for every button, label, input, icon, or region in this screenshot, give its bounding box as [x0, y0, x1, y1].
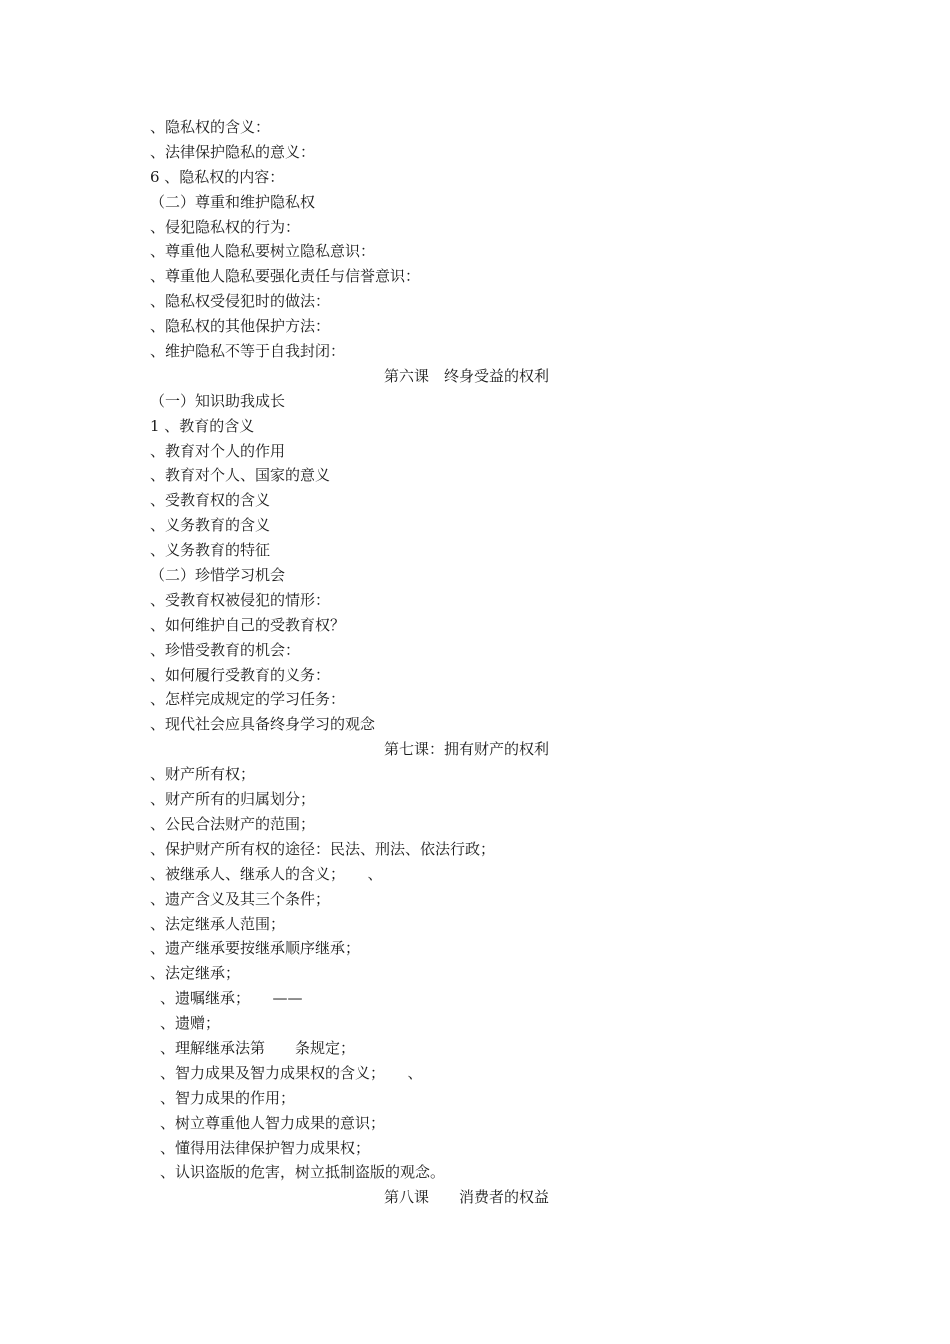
- list-item: 、树立尊重他人智力成果的意识；: [160, 1113, 386, 1132]
- list-item: 、财产所有权；: [150, 765, 256, 784]
- list-item: 1 、教育的含义: [150, 416, 255, 435]
- list-item: 、遗产继承要按继承顺序继承；: [150, 939, 361, 958]
- lesson-heading: 第八课 消费者的权益: [384, 1188, 550, 1207]
- list-item: 、珍惜受教育的机会：: [150, 640, 301, 659]
- list-item: 、法定继承；: [150, 964, 241, 983]
- list-item: 、智力成果的作用；: [160, 1088, 296, 1107]
- list-item: 、隐私权的含义：: [150, 118, 271, 136]
- list-item: 、遗赠；: [160, 1014, 221, 1033]
- list-item: 、怎样完成规定的学习任务：: [150, 690, 346, 709]
- lesson-heading: 第六课 终身受益的权利: [384, 366, 550, 385]
- section-subheading: （一）知识助我成长: [150, 391, 286, 410]
- list-item: 、被继承人、继承人的含义； 、: [150, 864, 383, 883]
- list-item: 、认识盗版的危害，树立抵制盗版的观念。: [160, 1163, 446, 1182]
- list-item: 、隐私权的其他保护方法：: [150, 317, 331, 336]
- list-item: 、保护财产所有权的途径：民法、刑法、依法行政；: [150, 839, 496, 858]
- list-item: 、法定继承人范围；: [150, 914, 286, 933]
- section-subheading: （二）珍惜学习机会: [150, 566, 286, 585]
- list-item: 、义务教育的含义: [150, 516, 271, 535]
- list-item: 、法律保护隐私的意义：: [150, 142, 316, 161]
- list-item: 、遗嘱继承； ——: [160, 989, 303, 1008]
- list-item: 、侵犯隐私权的行为：: [150, 217, 301, 236]
- list-item: 、如何履行受教育的义务：: [150, 665, 331, 684]
- list-item: 、受教育权的含义: [150, 491, 271, 510]
- list-item: 、义务教育的特征: [150, 541, 271, 560]
- section-subheading: （二）尊重和维护隐私权: [150, 192, 316, 211]
- list-item: 、如何维护自己的受教育权？: [150, 615, 346, 634]
- list-item: 、受教育权被侵犯的情形：: [150, 590, 331, 609]
- list-item: 、懂得用法律保护智力成果权；: [160, 1138, 371, 1157]
- list-item: 、教育对个人的作用: [150, 441, 286, 460]
- list-item: 、遗产含义及其三个条件；: [150, 889, 331, 908]
- document-body: [0, 115, 950, 1210]
- list-item: 、理解继承法第 条规定；: [160, 1038, 356, 1057]
- list-item: 、维护隐私不等于自我封闭：: [150, 342, 346, 361]
- list-item: 、尊重他人隐私要树立隐私意识：: [150, 242, 376, 261]
- list-item: 、智力成果及智力成果权的含义； 、: [160, 1063, 423, 1082]
- list-item: 、现代社会应具备终身学习的观念: [150, 715, 376, 734]
- list-item: 、公民合法财产的范围；: [150, 814, 316, 833]
- list-item: 、财产所有的归属划分；: [150, 790, 316, 809]
- list-item: 、教育对个人、国家的意义: [150, 466, 331, 485]
- list-item: 、隐私权受侵犯时的做法：: [150, 292, 331, 311]
- list-item: 、尊重他人隐私要强化责任与信誉意识：: [150, 267, 421, 286]
- lesson-heading: 第七课：拥有财产的权利: [384, 740, 550, 759]
- list-item: 6 、隐私权的内容：: [150, 167, 285, 186]
